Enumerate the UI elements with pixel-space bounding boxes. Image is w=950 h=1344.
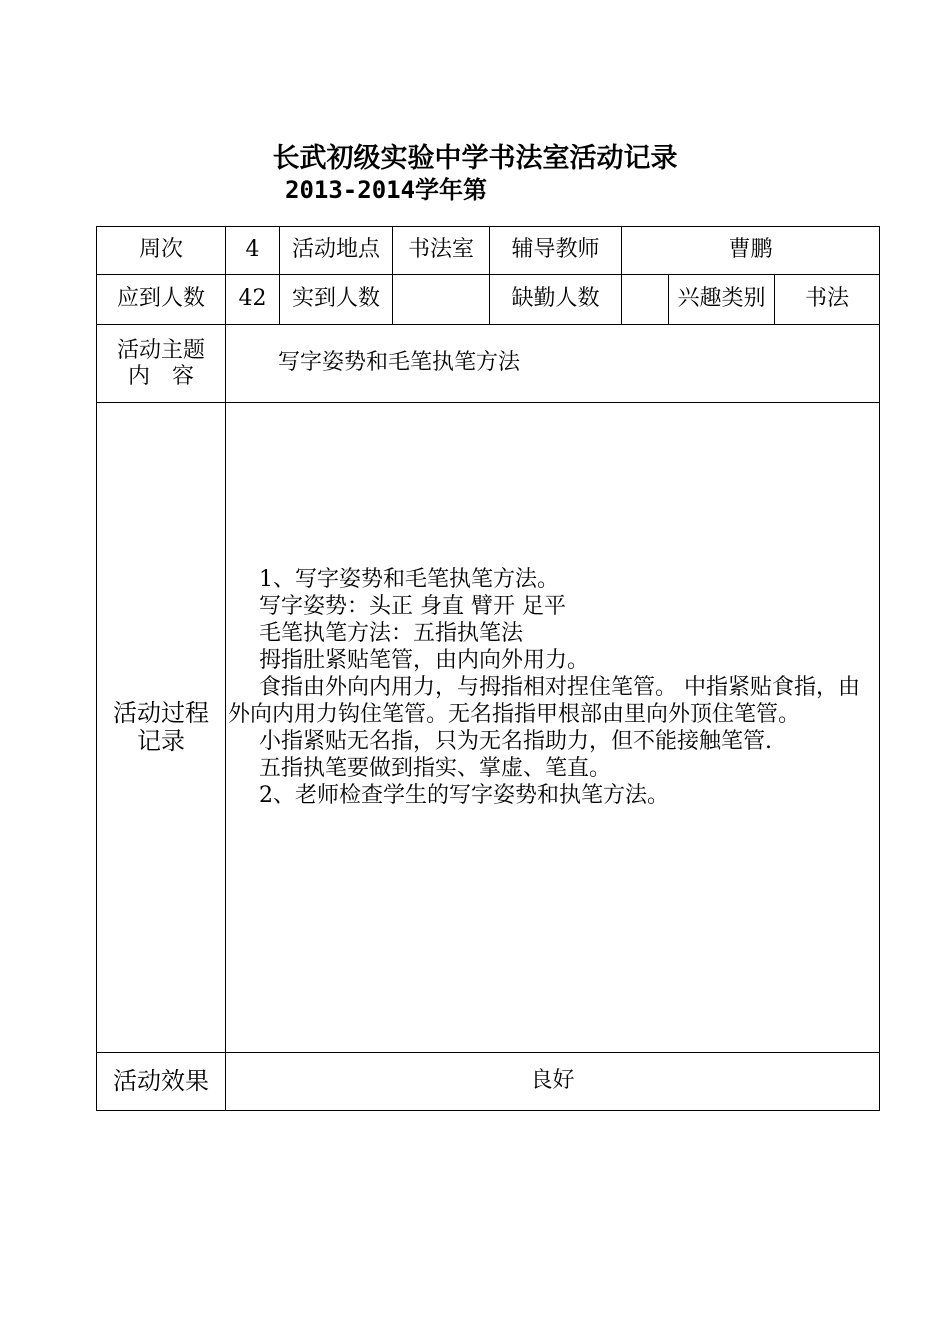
theme-label (97, 325, 226, 403)
process-line: 2、老师检查学生的写字姿势和执笔方法。 (259, 783, 669, 808)
process-line: 小指紧贴无名指，只为无名指助力，但不能接触笔管. (259, 729, 772, 754)
row-effect (97, 1053, 880, 1111)
row-process (97, 403, 880, 1053)
effect-label: 活动效果 (97, 1053, 226, 1111)
location-value: 书法室 (393, 227, 490, 275)
teacher-value: 曹鹏 (622, 227, 880, 275)
category-value: 书法 (775, 275, 880, 325)
row-week-location-teacher (97, 227, 880, 275)
school-term: 学年第 (415, 176, 488, 204)
record-grid (96, 226, 880, 1111)
row-theme (97, 325, 880, 403)
actual-value (393, 275, 490, 325)
process-text (226, 403, 879, 809)
week-label: 周次 (97, 227, 226, 275)
process-line: 拇指肚紧贴笔管，由内向外用力。 (259, 648, 590, 673)
actual-label: 实到人数 (280, 275, 393, 325)
theme-value: 写字姿势和毛笔执笔方法 (226, 325, 880, 403)
process-label (97, 403, 226, 1053)
process-line: 五指执笔要做到指实、掌虚、笔直。 (259, 756, 612, 781)
expected-label: 应到人数 (97, 275, 226, 325)
process-line: 食指由外向内用力，与拇指相对捏住笔管。 中指紧贴食指，由外向内用力钩住笔管。无名指指甲根部由里向外顶住笔管。 (228, 675, 860, 727)
process-record (226, 403, 880, 1053)
activity-record-table (96, 226, 879, 1110)
theme-label-line-1: 活动主题 (116, 338, 205, 364)
expected-value: 42 (226, 275, 280, 325)
process-label-line-1: 活动过程 (113, 698, 209, 727)
process-line: 写字姿势：头正 身直 臂开 足平 (259, 594, 566, 619)
row-attendance (97, 275, 880, 325)
process-line: 1、写字姿势和毛笔执笔方法。 (259, 567, 559, 592)
absent-value (622, 275, 669, 325)
document-title: 长武初级实验中学书法室活动记录 (272, 143, 678, 174)
absent-label: 缺勤人数 (490, 275, 622, 325)
effect-value: 良好 (226, 1053, 880, 1111)
school-year-range: 2013-2014 (285, 176, 416, 204)
category-label: 兴趣类别 (669, 275, 775, 325)
school-year (285, 170, 487, 205)
process-line: 毛笔执笔方法：五指执笔法 (259, 621, 524, 646)
theme-label-line-2: 内 容 (127, 363, 194, 389)
week-value: 4 (226, 227, 280, 275)
location-label: 活动地点 (280, 227, 393, 275)
teacher-label: 辅导教师 (490, 227, 622, 275)
process-label-line-2: 记录 (137, 726, 185, 755)
